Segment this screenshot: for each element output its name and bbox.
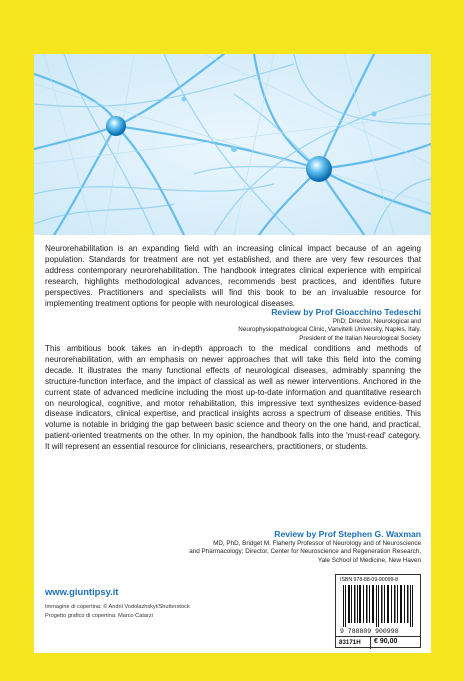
cover-design-credit: Progetto grafico di copertina: Marco Catarzi <box>45 613 153 619</box>
back-cover-panel <box>34 54 431 653</box>
review-tedeschi <box>238 307 421 343</box>
code-price-row <box>336 636 420 649</box>
barcode-digits: 9 788809 900998 <box>340 628 399 635</box>
publisher-website-link[interactable]: www.giuntipsy.it <box>45 586 119 597</box>
price: € 90,00 <box>374 638 398 645</box>
review-affiliation-line: Neurophysiopathological Clinic, Vanvitelli University, Naples, Italy. <box>238 326 421 334</box>
barcode-block <box>335 574 421 648</box>
intro-paragraph: Neurorehabilitation is an expanding field with an increasing clinical impact because of an ageing population. Standards for treatment are not yet established, and there are very few resources that address contemporary neurorehabilitation. The handbook integrates clinical experience with empirical research, highlights methodological advances, recommends best practices, and identifies future perspectives. Practitioners and specialists will find this book to be an invaluable resource for implementing treatment options for people with neurological diseases. <box>45 244 421 308</box>
product-code: 83171H <box>339 639 361 646</box>
isbn-number: ISBN 978-88-09-90099-8 <box>340 577 398 583</box>
review-affiliation-line: Yale School of Medicine, New Haven <box>317 556 421 564</box>
review-title: Review by Prof Gioacchino Tedeschi <box>271 307 421 317</box>
review-affiliation-line: and Pharmacology; Director, Center for Neuroscience and Regeneration Research, <box>189 548 421 556</box>
review-affiliation-line: President of the Italian Neurological Society <box>299 334 421 342</box>
review-title: Review by Prof Stephen G. Waxman <box>274 529 421 539</box>
review-affiliation-line: MD, PhD, Bridget M. Flaherty Professor of Neurology and of Neuroscience <box>213 540 421 547</box>
cover-image-credit: Immagine di copertina: © Andrii Vodolazhskyi/Shutterstock <box>45 604 190 610</box>
review-affiliation-line: PhD; Director, Neurological and <box>332 318 421 325</box>
divider <box>370 637 371 649</box>
review-paragraph: This ambitious book takes an in-depth approach to the medical conditions and methods of neurorehabilitation, with an emphasis on newer approaches that will take this field into the coming decade. It illustrates the many functional effects of neurological diseases, admirably spanning the structure-function interface, and the impact of classical as well as newer interventions. Anchored in the current state of advanced medicine including the most up-to-date information and quantitative research on neurological, cognitive, and motor rehabilitation, this impressive text synthesizes evidence-based disease indicators, clinical expertise, and practical insights across a spectrum of disease entities. This volume is notable in bridging the gap between basic science and theory on the one hand, and practical, patient-oriented treatments on the other. In my opinion, the handbook falls into the 'must-read' category. It will represent an essential resource for clinicians, researchers, practitioners, or students. <box>45 344 421 452</box>
neuron-network-image <box>34 54 431 235</box>
barcode-graphic <box>339 585 417 635</box>
review-waxman <box>189 529 421 565</box>
